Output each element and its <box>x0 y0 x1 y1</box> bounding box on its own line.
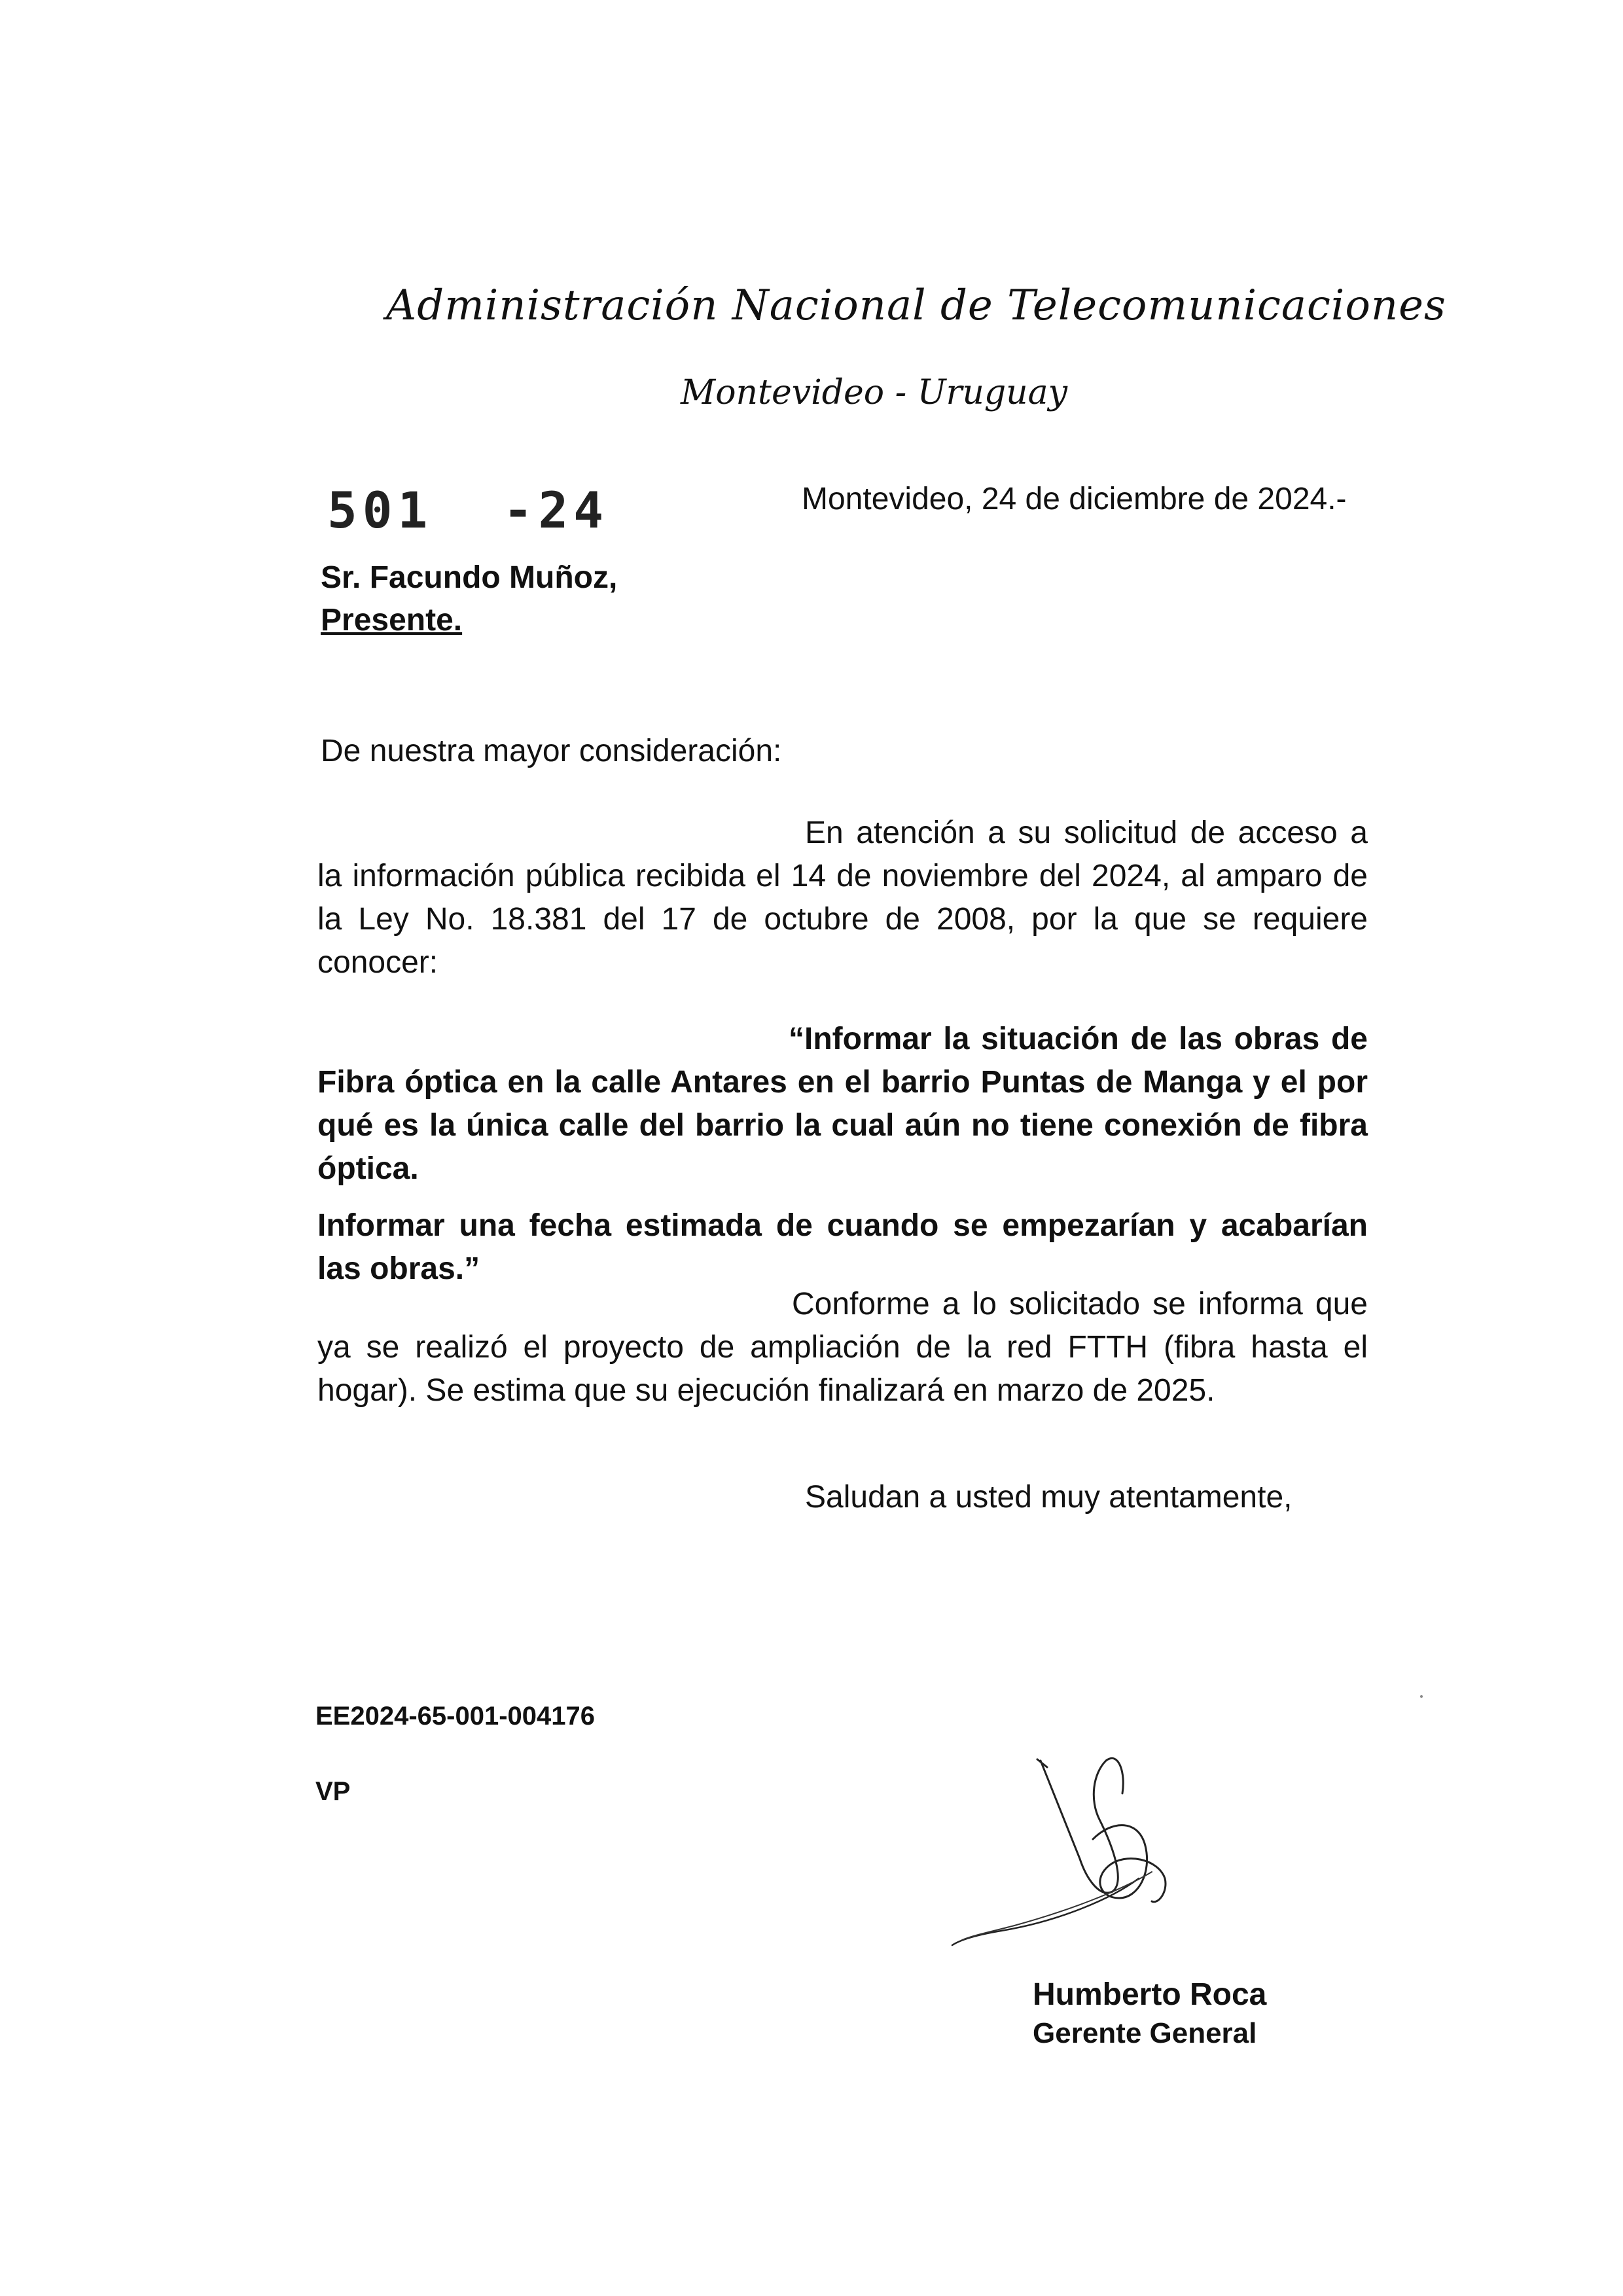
quote-request-1 <box>317 1018 1368 1191</box>
letter-date: Montevideo, 24 de diciembre de 2024.- <box>802 482 1347 516</box>
signer-title: Gerente General <box>1033 2017 1257 2049</box>
letterhead-organization: Administración Nacional de Telecomunicaciones <box>386 281 1446 330</box>
quote-request-1-text: “Informar la situación de las obras de Fibra óptica en la calle Antares en el barrio Puntas de Manga y el por qué es la única calle del barrio la cual aún no tiene conexión de fibra óptica. <box>317 1022 1368 1186</box>
quote-request-2: Informar una fecha estimada de cuando se empezarían y acabarían las obras.” <box>317 1208 1368 1286</box>
handwritten-signature <box>942 1734 1217 1957</box>
closing-line: Saludan a usted muy atentamente, <box>805 1480 1293 1515</box>
scan-speck <box>1420 1695 1423 1698</box>
file-reference: EE2024-65-001-004176 <box>315 1702 596 1731</box>
signer-name: Humberto Roca <box>1033 1977 1267 2012</box>
paragraph-response-text: Conforme a lo solicitado se informa que ya se realizó el proyecto de ampliación de la red FTTH (fibra hasta el hogar). Se estima que su ejecución finalizará en marzo de 2025. <box>317 1287 1368 1408</box>
paragraph-response <box>317 1283 1368 1412</box>
letterhead-location: Montevideo - Uruguay <box>681 373 1068 412</box>
salutation: De nuestra mayor consideración: <box>321 734 782 768</box>
typist-initials: VP <box>315 1777 351 1806</box>
recipient-name: Sr. Facundo Muñoz, <box>321 560 618 595</box>
recipient-presente: Presente. <box>321 603 463 637</box>
paragraph-request-text: En atención a su solicitud de acceso a la información pública recibida el 14 de noviembre del 2024, al amparo de la Ley No. 18.381 del 17 de octubre de 2008, por la que se requiere conocer: <box>317 816 1368 980</box>
paragraph-request <box>317 812 1368 984</box>
document-number: 501 -24 <box>327 481 609 539</box>
